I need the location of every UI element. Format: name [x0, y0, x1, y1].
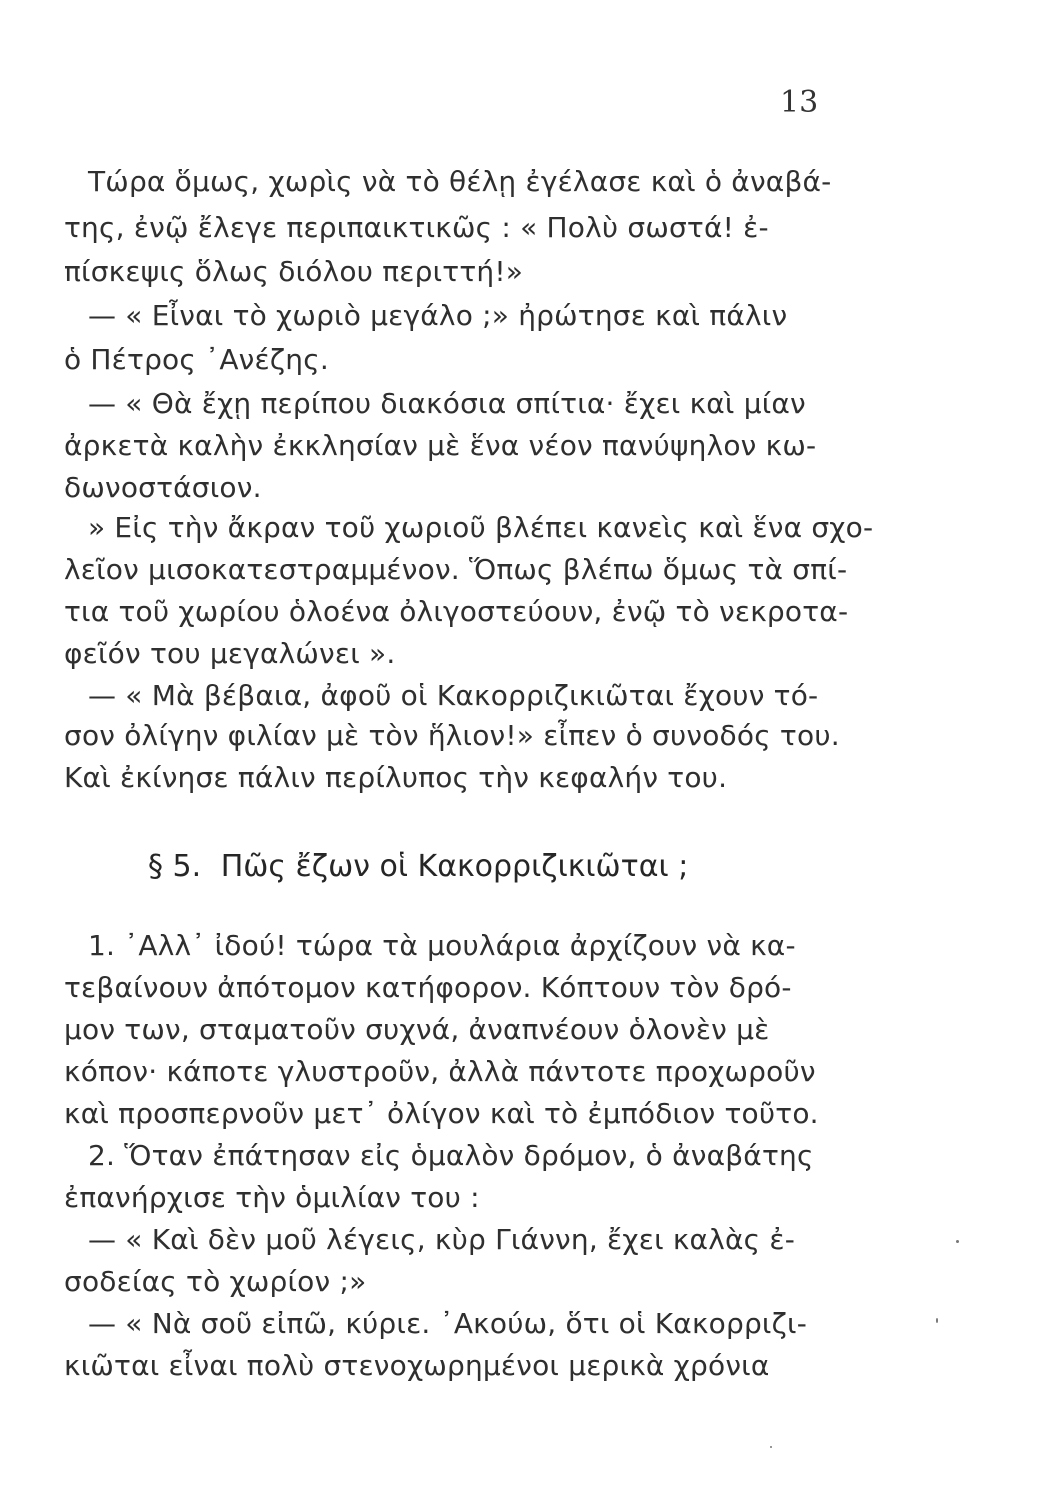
- scan-speck: [936, 1318, 938, 1323]
- text-line: λεῖον μισοκατεστραμμένον. Ὅπως βλέπω ὅμως τὰ σπί-: [64, 553, 848, 586]
- text-line: ἐπανήρχισε τὴν ὁμιλίαν του :: [64, 1181, 480, 1214]
- text-line: φεῖόν του μεγαλώνει ».: [64, 637, 396, 670]
- text-line: Καὶ ἐκίνησε πάλιν περίλυπος τὴν κεφαλήν του.: [64, 761, 728, 794]
- text-line: 2. Ὅταν ἐπάτησαν εἰς ὁμαλὸν δρόμον, ὁ ἀναβάτης: [88, 1139, 814, 1172]
- text-line: ἀρκετὰ καλὴν ἐκκλησίαν μὲ ἕνα νέον πανύψηλον κω-: [64, 429, 817, 462]
- page-number: 13: [780, 85, 819, 120]
- text-line: » Εἰς τὴν ἄκραν τοῦ χωριοῦ βλέπει κανεὶς καὶ ἕνα σχο-: [88, 511, 874, 544]
- text-line: δωνοστάσιον.: [64, 471, 262, 504]
- section-heading: [148, 849, 689, 884]
- scan-speck: [770, 1446, 772, 1448]
- text-line: — « Εἶναι τὸ χωριὸ μεγάλο ;» ἠρώτησε καὶ πάλιν: [88, 299, 788, 332]
- text-line: πίσκεψις ὅλως διόλου περιττή!»: [64, 255, 524, 288]
- text-line: — « Καὶ δὲν μοῦ λέγεις, κὺρ Γιάννη, ἔχει καλὰς ἐ-: [88, 1223, 796, 1256]
- text-line: σον ὀλίγην φιλίαν μὲ τὸν ἥλιον!» εἶπεν ὁ συνοδός του.: [64, 719, 840, 752]
- text-line: Τώρα ὅμως, χωρὶς νὰ τὸ θέλῃ ἐγέλασε καὶ ὁ ἀναβά-: [88, 165, 832, 198]
- text-line: σοδείας τὸ χωρίον ;»: [64, 1265, 367, 1298]
- text-line: κόπον· κάποτε γλυστροῦν, ἀλλὰ πάντοτε προχωροῦν: [64, 1055, 816, 1088]
- text-line: μον των, σταματοῦν συχνά, ἀναπνέουν ὁλονὲν μὲ: [64, 1013, 770, 1046]
- text-line: κιῶται εἶναι πολὺ στενοχωρημένοι μερικὰ χρόνια: [64, 1349, 770, 1382]
- text-line: ὁ Πέτρος ᾿Ανέζης.: [64, 343, 329, 376]
- section-title: Πῶς ἔζων οἱ Κακορριζικιῶται ;: [220, 849, 689, 884]
- text-line: της, ἐνῷ ἔλεγε περιπαικτικῶς : « Πολὺ σωστά! ἐ-: [64, 211, 769, 244]
- text-line: — « Νὰ σοῦ εἰπῶ, κύριε. ᾿Ακούω, ὅτι οἱ Κακορριζι-: [88, 1307, 808, 1340]
- text-line: — « Μὰ βέβαια, ἀφοῦ οἱ Κακορριζικιῶται ἔχουν τό-: [88, 679, 819, 712]
- text-line: τια τοῦ χωρίου ὁλοένα ὀλιγοστεύουν, ἐνῷ τὸ νεκροτα-: [64, 595, 849, 628]
- scan-speck: [956, 1240, 959, 1243]
- text-line: 1. ᾿Αλλ᾿ ἰδού! τώρα τὰ μουλάρια ἀρχίζουν νὰ κα-: [88, 929, 796, 962]
- text-line: τεβαίνουν ἀπότομον κατήφορον. Κόπτουν τὸν δρό-: [64, 971, 792, 1004]
- text-line: καὶ προσπερνοῦν μετ᾿ ὀλίγον καὶ τὸ ἐμπόδιον τοῦτο.: [64, 1097, 819, 1130]
- section-number: § 5.: [148, 849, 202, 884]
- text-line: — « Θὰ ἔχῃ περίπου διακόσια σπίτια· ἔχει καὶ μίαν: [88, 387, 806, 420]
